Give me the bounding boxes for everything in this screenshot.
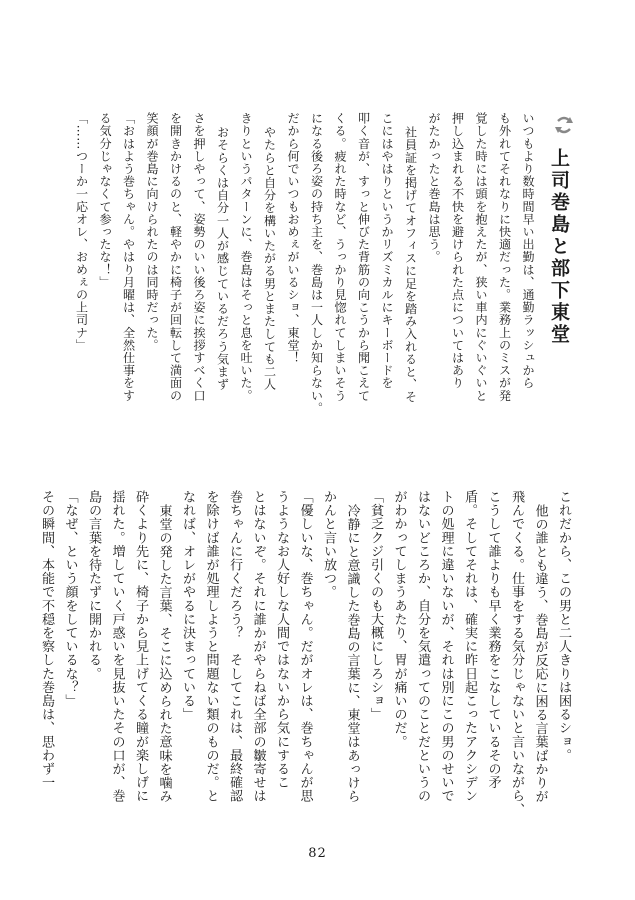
text-line: を除けば誰が処理しようと問題ない類のものだ。と [203,490,219,803]
text-line: うようなお人好しな人間ではないから気にするこ [274,490,289,790]
text-line: かんと言い放つ。 [321,490,336,599]
text-line: 東堂の発した言葉、そこに込められた意味を噛み [156,504,172,804]
text-line: 冷静にと意識した巻島の言葉に、東堂はあっけら [344,504,360,804]
text-line: 覚した時には頭を抱えたが、狭い車内にぐいぐいと [474,112,488,402]
back-and-forth-arrows-icon [553,114,575,136]
text-line: とはないぞ。それに誰かがやらねば全部の皺寄せは [250,490,266,803]
lower-text-block [35,490,576,816]
text-line: 砕くより先に、椅子から見上げてくる瞳が楽しげに [133,490,148,803]
text-line: 揺れた。増していく戸惑いを見抜いたその口が、巻 [109,490,125,803]
upper-text-block [69,112,539,414]
text-line: これだから、この男と二人きりは困るショ。 [556,490,571,762]
text-line: 「……つーか一応オレ、おめぇの上司ナ」 [74,112,89,352]
text-line: 島の言葉を待たずに開かれる。 [86,490,101,681]
text-line: がたかったと巻島は思う。 [427,112,441,264]
text-line: きりというパターンに、巻島はそっと息を吐いた。 [239,112,253,402]
text-line: も外れてそれなりに快適だった。業務上のミスが発 [497,112,512,402]
text-line: さを押しやって、姿勢のいい後ろ姿に挨拶すべく口 [192,112,206,402]
text-line: 叩く音が、すっと伸びた背筋の向こうから聞こえて [356,112,371,402]
chapter-title: 上司巻島と部下東堂 [548,148,570,346]
text-line: 笑顔が巻島に向けられたのは同時だった。 [145,112,159,352]
text-line: いつもより数時間早い出勤は、通勤ラッシュから [521,112,535,390]
text-line: 巻ちゃんに行くだろう？ そしてこれは、最終確認 [227,490,242,803]
text-line: こうして誰よりも早く業務をこなしているその矛 [485,490,501,790]
text-line: やたらと自分を構いたがる男とまたしても二人 [262,126,277,391]
page-number: 82 [308,846,327,861]
text-line: おそらくは自分一人が感じているだろう気まず [215,126,230,391]
text-line: なれば、オレがやるに決まっている」 [180,490,195,722]
text-line: だから何でいつもおめぇがいるショ、東堂！ [286,112,300,364]
text-line: くる。疲れた時など、うっかり見惚れてしまいそう [333,112,347,402]
text-line: になる後ろ姿の持ち主を、巻島は一人しか知らない。 [309,112,324,415]
text-line: る気分じゃなくて参ったな！」 [98,112,112,289]
text-line: 社員証を掲げてオフィスに足を踏み入れると、そ [403,126,418,404]
text-line: がわかってしまうあたり、胃が痛いのだ。 [391,490,407,749]
text-line: 「なぜ、という顔をしているな？」 [62,490,78,708]
text-line: トの処理に違いないが、それは別にこの男のせいで [438,490,454,803]
text-line: はないどころか、自分を気遣ってのことだというの [415,490,430,803]
text-line: 盾。そしてそれは、確実に昨日起こったアクシデン [462,490,477,803]
text-line: こにはやはりというかリズミカルにキーボードを [380,112,394,390]
text-line: 「貧乏クジ引くのも大概にしろショ」 [368,490,383,722]
text-line: その瞬間、本能で不穏を察した巻島は、思わず一 [39,490,54,790]
text-line: 「おはよう巻ちゃん。やはり月曜は、全然仕事をす [121,112,136,402]
text-line: 飛んでくる。仕事をする気分じゃないと言いながら、 [509,490,524,817]
text-line: を開きかけるのと、軽やかに椅子が回転して満面の [168,112,183,402]
text-line: 押し込まれる不快を避けられた点についてはあり [450,112,465,390]
text-line: 「優しいな、巻ちゃん。だがオレは、巻ちゃんが思 [297,490,313,803]
text-line: 他の誰とも違う、巻島が反応に困る言葉ばかりが [532,504,548,804]
